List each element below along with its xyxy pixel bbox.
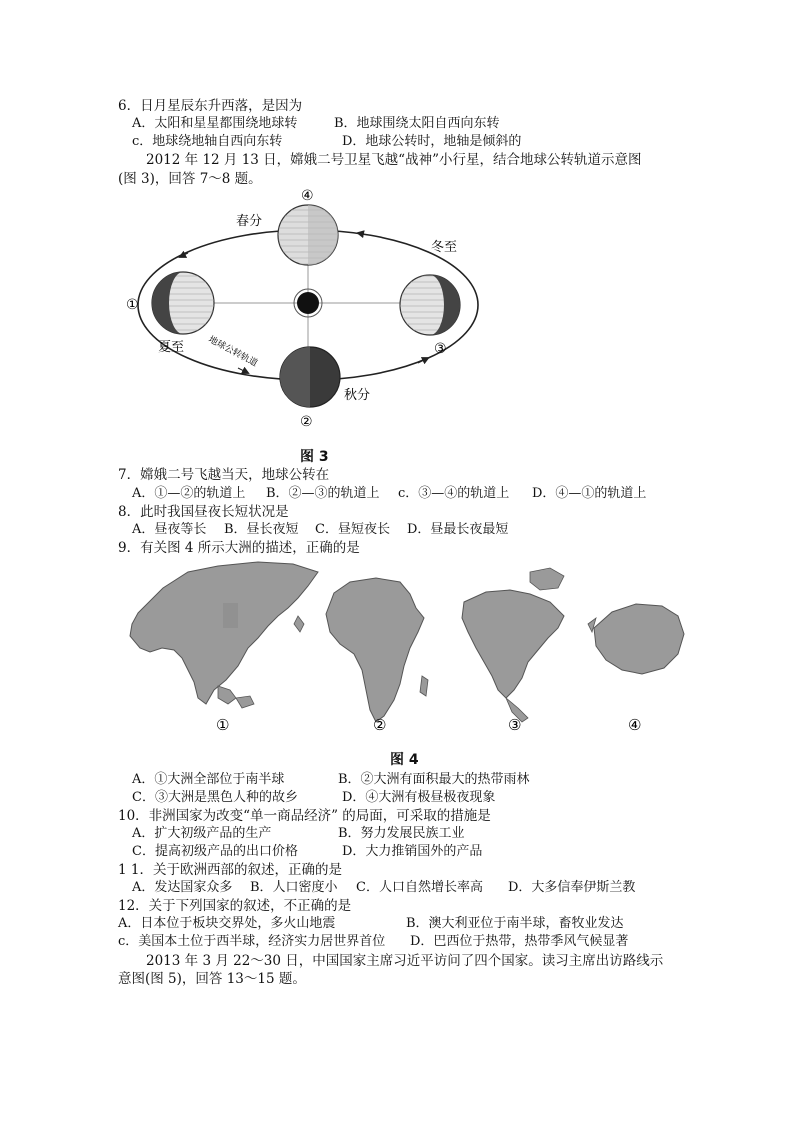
fig3-pos1: ① xyxy=(126,297,139,313)
intro-7-8-line1: 2012 年 12 月 13 日，嫦娥二号卫星飞越“战神”小行星，结合地球公转轨道示意图 xyxy=(146,152,642,168)
earth-autumn-icon xyxy=(280,347,340,407)
q7-option-d: D．④—①的轨道上 xyxy=(532,486,647,501)
fig4-n3: ③ xyxy=(508,716,522,734)
africa-map-icon xyxy=(326,578,428,722)
q9-option-c: C．③大洲是黑色人种的故乡 xyxy=(132,790,298,805)
fig4-n4: ④ xyxy=(628,716,642,734)
q12-option-c: c．美国本土位于西半球，经济实力居世界首位 xyxy=(118,934,386,949)
q7-option-b: B．②—③的轨道上 xyxy=(266,486,380,501)
q7-option-a: A．①—②的轨道上 xyxy=(132,486,246,501)
earth-spring-icon xyxy=(278,205,338,265)
q10-option-a: A．扩大初级产品的生产 xyxy=(132,826,272,841)
asia-map-icon xyxy=(130,562,318,708)
fig3-pos2: ② xyxy=(300,414,313,430)
q6-option-b: B．地球围绕太阳自西向东转 xyxy=(334,116,500,131)
sun-icon xyxy=(297,292,319,314)
q11-option-b: B．人口密度小 xyxy=(250,880,338,895)
fig3-autumn: 秋分 xyxy=(344,388,371,403)
q12-option-b: B．澳大利亚位于南半球，畜牧业发达 xyxy=(406,916,624,931)
earth-winter-icon xyxy=(400,275,460,335)
fig3-orbit-label: 地球公转轨道 xyxy=(206,334,259,370)
q11-stem: 1 1．关于欧洲西部的叙述，正确的是 xyxy=(118,862,342,878)
q12-stem: 12．关于下列国家的叙述，不正确的是 xyxy=(118,898,352,914)
fig3-summer: 夏至 xyxy=(158,340,185,355)
q11-option-c: C．人口自然增长率高 xyxy=(356,880,483,895)
q7-stem: 7．嫦娥二号飞越当天，地球公转在 xyxy=(118,467,330,483)
q6-option-d: D．地球公转时，地轴是倾斜的 xyxy=(342,134,522,149)
q9-option-b: B．②大洲有面积最大的热带雨林 xyxy=(338,772,530,787)
q6-option-c: c．地球绕地轴自西向东转 xyxy=(132,134,283,149)
q12-option-a: A．日本位于板块交界处，多火山地震 xyxy=(118,916,336,931)
fig4-n2: ② xyxy=(373,716,387,734)
q8-option-b: B．昼长夜短 xyxy=(224,522,299,537)
fig3-spring: 春分 xyxy=(236,214,263,229)
q9-option-d: D．④大洲有极昼极夜现象 xyxy=(342,790,496,805)
continents-figure xyxy=(118,558,688,748)
q10-stem: 10．非洲国家为改变“单一商品经济” 的局面，可采取的措施是 xyxy=(118,808,491,824)
intro-13-15-line2: 意图(图 5)，回答 13～15 题。 xyxy=(118,971,306,987)
fig3-pos4: ④ xyxy=(301,188,314,204)
fig4-caption: 图 4 xyxy=(390,752,419,768)
intro-7-8-line2: (图 3)，回答 7～8 题。 xyxy=(118,171,262,187)
earth-orbit-figure xyxy=(118,183,488,435)
q8-stem: 8．此时我国昼夜长短状况是 xyxy=(118,504,289,520)
fig4-n1: ① xyxy=(216,716,230,734)
q6-option-a: A．太阳和星星都围绕地球转 xyxy=(132,116,298,131)
q11-option-d: D．大多信奉伊斯兰教 xyxy=(508,880,636,895)
earth-summer-icon xyxy=(152,272,214,334)
q12-option-d: D．巴西位于热带，热带季风气候显著 xyxy=(410,934,629,949)
q9-stem: 9．有关图 4 所示大洲的描述，正确的是 xyxy=(118,540,360,556)
intro-13-15-line1: 2013 年 3 月 22～30 日，中国国家主席习近平访问了四个国家。读习主席出访路线示 xyxy=(146,953,664,969)
fig3-caption: 图 3 xyxy=(300,449,329,465)
fig3-pos3: ③ xyxy=(434,341,447,357)
north-america-map-icon xyxy=(462,568,564,722)
q10-option-b: B．努力发展民族工业 xyxy=(338,826,465,841)
q8-option-a: A．昼夜等长 xyxy=(132,522,207,537)
q8-option-c: C．昼短夜长 xyxy=(315,522,390,537)
q10-option-c: C．提高初级产品的出口价格 xyxy=(132,844,298,859)
antarctica-map-icon xyxy=(588,604,684,674)
q8-option-d: D．昼最长夜最短 xyxy=(407,522,509,537)
q7-option-c: c．③—④的轨道上 xyxy=(398,486,510,501)
q10-option-d: D．大力推销国外的产品 xyxy=(342,844,483,859)
q6-stem: 6．日月星辰东升西落，是因为 xyxy=(118,98,303,114)
fig3-winter: 冬至 xyxy=(431,240,458,255)
q11-option-a: A．发达国家众多 xyxy=(132,880,233,895)
q9-option-a: A．①大洲全部位于南半球 xyxy=(132,772,285,787)
